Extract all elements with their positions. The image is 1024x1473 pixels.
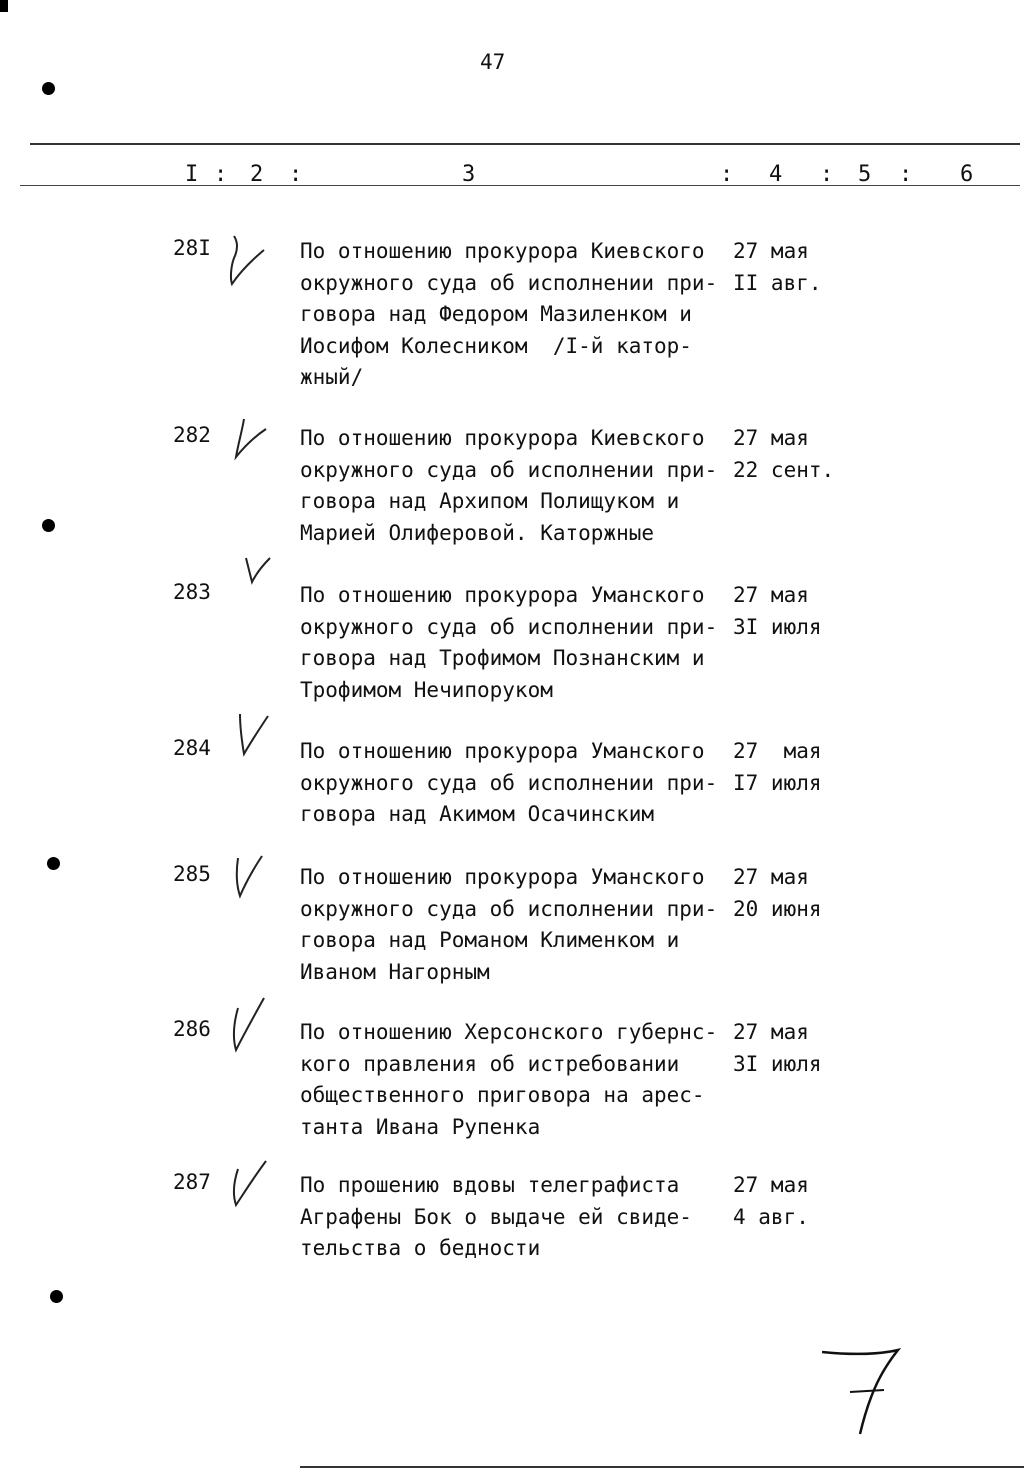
- column-header-rule: [20, 185, 1020, 186]
- description-line: общественного приговора на арес-: [300, 1083, 705, 1107]
- description-line: Аграфены Бок о выдаче ей свиде-: [300, 1204, 692, 1229]
- entry-dates: [733, 580, 822, 643]
- date-start: 27 мая: [733, 865, 809, 889]
- column-separator: :: [820, 162, 834, 187]
- punch-hole: [42, 519, 55, 532]
- date-end: 22 сент.: [733, 457, 835, 482]
- description-line: Иваном Нагорным: [300, 959, 490, 984]
- entry-description: [300, 1017, 730, 1143]
- description-line: По отношению прокурора Уманского: [300, 865, 705, 889]
- date-start: 27 мая: [733, 739, 822, 763]
- description-line: Иосифом Колесником /I-й катор-: [300, 333, 692, 358]
- column-separator: :: [289, 162, 303, 187]
- date-start: 27 мая: [733, 239, 809, 263]
- column-header-6: 6: [960, 162, 974, 187]
- column-separator: :: [214, 162, 228, 187]
- date-end: I7 июля: [733, 770, 822, 795]
- entry-description: [300, 1170, 730, 1265]
- date-start: 27 мая: [733, 426, 809, 450]
- punch-hole: [47, 857, 60, 870]
- entry-description: [300, 580, 730, 706]
- punch-hole: [50, 1290, 63, 1303]
- entry-description: [300, 862, 730, 988]
- entry-description: [300, 736, 730, 831]
- page-number: 47: [480, 50, 506, 74]
- description-line: кого правления об истребовании: [300, 1051, 680, 1076]
- entry-dates: [733, 862, 822, 925]
- description-line: говора над Архипом Полищуком и: [300, 489, 680, 513]
- entry-number: 282: [173, 423, 211, 447]
- check-mark-icon: [222, 848, 272, 910]
- column-header-1: I: [185, 162, 199, 187]
- description-line: окружного суда об исполнении при-: [300, 614, 718, 639]
- entry-number: 286: [173, 1017, 211, 1041]
- description-line: жный/: [300, 365, 364, 389]
- description-line: окружного суда об исполнении при-: [300, 896, 718, 921]
- description-line: Трофимом Нечипоруком: [300, 677, 553, 702]
- punch-hole: [42, 82, 55, 95]
- check-mark-icon: [222, 1152, 272, 1220]
- entry-number: 283: [173, 580, 211, 604]
- date-start: 27 мая: [733, 583, 809, 607]
- entry-number: 285: [173, 862, 211, 886]
- entry-dates: [733, 1170, 809, 1233]
- scan-corner-mark: [0, 0, 8, 12]
- entry-dates: [733, 236, 822, 299]
- description-line: По отношению прокурора Киевского: [300, 239, 705, 263]
- date-end: II авг.: [733, 270, 822, 295]
- date-end: 4 авг.: [733, 1204, 809, 1229]
- description-line: По прошению вдовы телеграфиста: [300, 1173, 680, 1197]
- description-line: говора над Акимом Осачинским: [300, 802, 655, 826]
- date-end: 20 июня: [733, 896, 822, 921]
- date-start: 27 мая: [733, 1020, 809, 1044]
- description-line: Марией Олиферовой. Каторжные: [300, 520, 655, 545]
- column-header-4: 4: [769, 162, 783, 187]
- check-mark-icon: [222, 415, 272, 477]
- column-header-5: 5: [858, 162, 872, 187]
- description-line: По отношению прокурора Уманского: [300, 583, 705, 607]
- header-rule: [30, 143, 1020, 145]
- entry-number: 284: [173, 736, 211, 760]
- column-separator: :: [720, 162, 734, 187]
- date-start: 27 мая: [733, 1173, 809, 1197]
- date-end: 3I июля: [733, 1051, 822, 1076]
- description-line: танта Ивана Рупенка: [300, 1114, 541, 1139]
- description-line: тельства о бедности: [300, 1236, 541, 1260]
- column-header-3: 3: [462, 162, 476, 187]
- handwritten-seven-mark: [812, 1340, 912, 1440]
- check-mark-icon: [222, 708, 272, 770]
- description-line: По отношению прокурора Киевского: [300, 426, 705, 450]
- description-line: окружного суда об исполнении при-: [300, 457, 718, 482]
- entry-description: [300, 423, 730, 549]
- check-mark-icon: [222, 228, 272, 290]
- description-line: По отношению Херсонского губернс-: [300, 1020, 718, 1044]
- column-header-2: 2: [250, 162, 264, 187]
- check-mark-icon: [222, 552, 272, 614]
- entry-dates: [733, 736, 822, 799]
- entry-description: [300, 236, 730, 394]
- entry-number: 287: [173, 1170, 211, 1194]
- entry-dates: [733, 423, 834, 486]
- date-end: 3I июля: [733, 614, 822, 639]
- bottom-rule: [300, 1466, 1024, 1468]
- description-line: говора над Трофимом Познанским и: [300, 646, 705, 670]
- entry-dates: [733, 1017, 822, 1080]
- description-line: говора над Федором Мазиленком и: [300, 302, 692, 326]
- description-line: окружного суда об исполнении при-: [300, 270, 718, 295]
- description-line: говора над Романом Клименком и: [300, 928, 680, 952]
- description-line: По отношению прокурора Уманского: [300, 739, 705, 763]
- entry-number: 28I: [173, 236, 211, 260]
- column-separator: :: [899, 162, 913, 187]
- check-mark-icon: [222, 987, 272, 1059]
- description-line: окружного суда об исполнении при-: [300, 770, 718, 795]
